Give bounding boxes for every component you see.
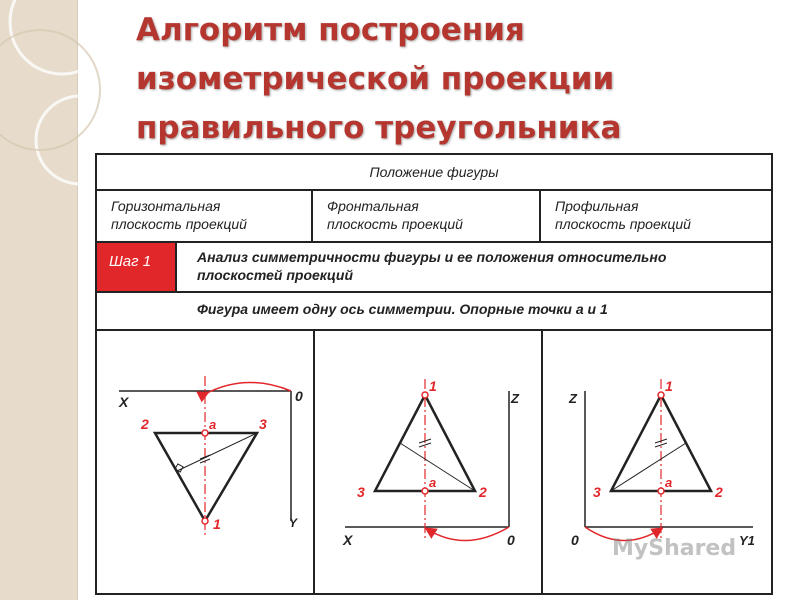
plane-profile <box>541 191 771 241</box>
symmetry-row <box>97 293 771 331</box>
transfer-arc <box>427 527 509 541</box>
label-z: Z <box>511 391 519 406</box>
point-a-marker <box>422 488 428 494</box>
label-point-2: 2 <box>479 484 487 500</box>
title-line-1: Алгоритм построения <box>136 12 525 48</box>
label-z: Z <box>569 391 577 406</box>
label-point-a: a <box>209 417 217 432</box>
symmetry-and: и <box>587 301 597 317</box>
label-y: Y <box>289 516 298 530</box>
label-point-1: 1 <box>429 378 437 394</box>
label-point-a: a <box>429 475 437 490</box>
label-origin: 0 <box>295 388 303 404</box>
planes-row <box>97 191 771 243</box>
plane-frontal-line1: Фронтальная <box>327 198 419 214</box>
label-point-1: 1 <box>213 516 221 532</box>
label-point-3: 3 <box>593 484 601 500</box>
symmetry-point-1: 1 <box>599 301 608 317</box>
plane-profile-line2: плоскость проекций <box>555 216 691 232</box>
label-point-2: 2 <box>141 416 149 432</box>
label-origin: 0 <box>571 532 579 548</box>
label-x: X <box>119 394 129 410</box>
label-point-a: a <box>665 475 673 490</box>
label-origin: 0 <box>507 532 515 548</box>
label-point-3: 3 <box>259 416 267 432</box>
plane-frontal <box>313 191 541 241</box>
point-a-marker <box>202 430 208 436</box>
table-header: Положение фигуры <box>97 155 771 191</box>
step-badge: Шаг 1 <box>97 243 177 291</box>
point-1-marker <box>658 392 664 398</box>
slide-title <box>136 6 776 153</box>
title-line-3: правильного треугольника <box>136 110 622 146</box>
symmetry-point-a: a <box>575 301 584 317</box>
plane-profile-line1: Профильная <box>555 198 639 214</box>
label-x: X <box>343 532 353 548</box>
horizontal-projection-drawing <box>97 331 313 593</box>
label-point-3: 3 <box>357 484 365 500</box>
step-row <box>97 243 771 293</box>
triangle-horizontal <box>155 433 257 521</box>
label-y1: Y1 <box>739 533 755 548</box>
symmetry-text <box>197 301 608 317</box>
algorithm-table <box>95 153 773 595</box>
plane-frontal-line2: плоскость проекций <box>327 216 463 232</box>
point-1-marker <box>202 518 208 524</box>
symmetry-sentence: Фигура имеет одну ось симметрии. Опорные точки <box>197 301 572 317</box>
frontal-projection-drawing <box>315 331 541 593</box>
step-description <box>197 248 757 284</box>
point-a-marker <box>658 488 664 494</box>
plane-horizontal-line2: плоскость проекций <box>111 216 247 232</box>
plane-horizontal <box>97 191 313 241</box>
label-point-1: 1 <box>665 378 673 394</box>
label-point-2: 2 <box>715 484 723 500</box>
watermark: MyShared <box>612 536 737 561</box>
title-line-2: изометрической проекции <box>136 61 615 97</box>
plane-horizontal-line1: Горизонтальная <box>111 198 221 214</box>
step-text-line2: плоскостей проекций <box>197 267 354 283</box>
point-1-marker <box>422 392 428 398</box>
step-text-line1: Анализ симметричности фигуры и ее положения относительно <box>197 249 667 265</box>
